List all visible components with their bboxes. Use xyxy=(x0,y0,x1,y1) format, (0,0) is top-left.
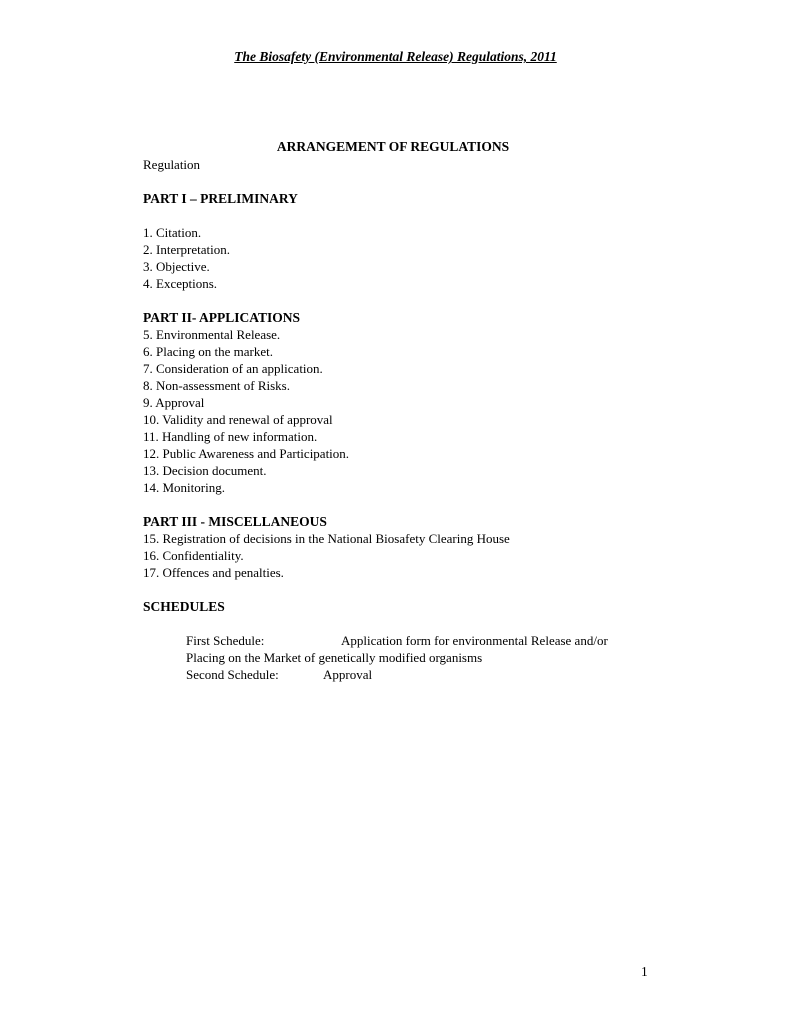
part-1 xyxy=(143,190,703,292)
second-schedule-label: Second Schedule: xyxy=(186,667,279,682)
regulation-list xyxy=(143,530,703,581)
document-title: ARRANGEMENT OF REGULATIONS xyxy=(276,139,510,154)
regulation-item: 3. Objective. xyxy=(143,259,210,274)
regulation-item: 15. Registration of decisions in the National Biosafety Clearing House xyxy=(143,531,510,546)
running-header: The Biosafety (Environmental Release) Regulations, 2011 xyxy=(234,49,557,64)
regulation-item: 11. Handling of new information. xyxy=(143,429,318,444)
regulation-item: 14. Monitoring. xyxy=(143,480,225,495)
schedules-heading: SCHEDULES xyxy=(143,599,225,614)
regulation-item: 9. Approval xyxy=(143,395,205,410)
page-number: 1 xyxy=(641,964,648,979)
regulation-item: 1. Citation. xyxy=(143,225,202,240)
regulation-item: 4. Exceptions. xyxy=(143,276,218,291)
regulation-item: 5. Environmental Release. xyxy=(143,327,281,342)
regulation-list xyxy=(143,326,703,496)
regulation-item: 7. Consideration of an application. xyxy=(143,361,323,376)
regulation-item: 12. Public Awareness and Participation. xyxy=(143,446,350,461)
regulation-item: 2. Interpretation. xyxy=(143,242,230,257)
part-heading: PART III - MISCELLANEOUS xyxy=(143,514,327,529)
second-schedule-line xyxy=(186,666,703,683)
regulation-item: 13. Decision document. xyxy=(143,463,267,478)
part-heading: PART I – PRELIMINARY xyxy=(143,191,298,206)
regulation-list xyxy=(143,224,703,292)
regulation-subhead: Regulation xyxy=(143,157,201,172)
regulation-item: 17. Offences and penalties. xyxy=(143,565,284,580)
first-schedule-label: First Schedule: xyxy=(186,633,265,648)
schedules-section xyxy=(143,598,703,683)
part-heading: PART II- APPLICATIONS xyxy=(143,310,301,325)
schedules-list xyxy=(186,632,703,683)
part-3 xyxy=(143,513,703,581)
second-schedule-text: Approval xyxy=(323,667,373,682)
regulation-item: 8. Non-assessment of Risks. xyxy=(143,378,290,393)
regulation-item: 16. Confidentiality. xyxy=(143,548,244,563)
regulation-item: 10. Validity and renewal of approval xyxy=(143,412,333,427)
regulation-item: 6. Placing on the market. xyxy=(143,344,273,359)
first-schedule-text: Application form for environmental Release and/or xyxy=(341,633,608,648)
first-schedule-line xyxy=(186,632,703,649)
first-schedule-continuation: Placing on the Market of genetically modified organisms xyxy=(186,650,483,665)
part-2 xyxy=(143,309,703,496)
document-body xyxy=(143,138,703,683)
